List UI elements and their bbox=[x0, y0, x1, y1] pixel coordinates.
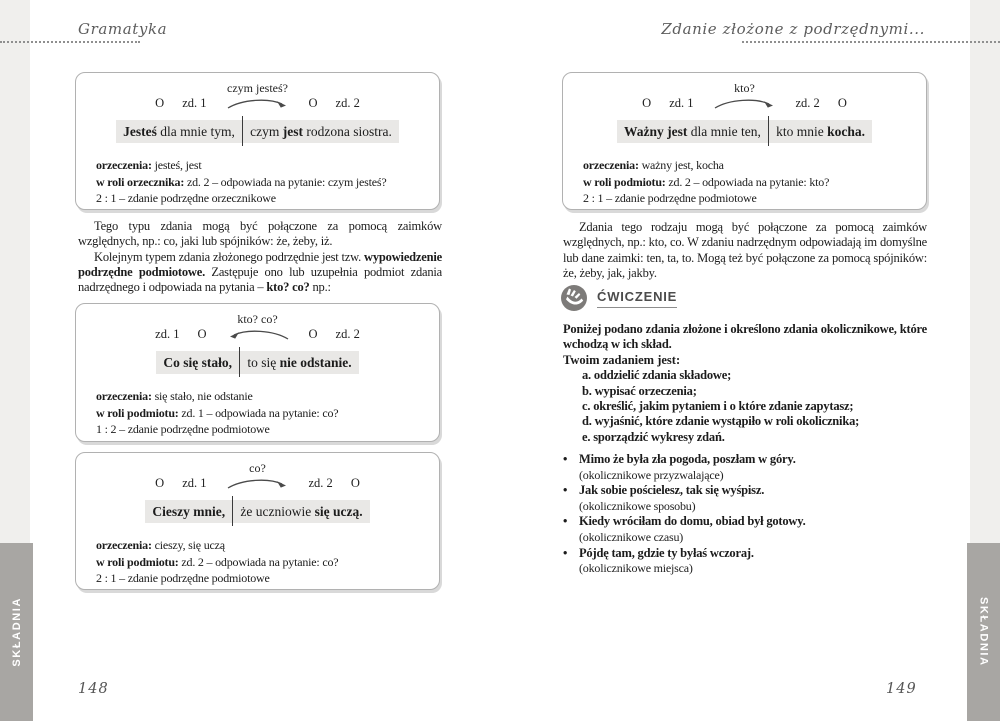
exercise-task-e: e. sporządzić wykresy zdań. bbox=[582, 429, 725, 444]
analysis-notes bbox=[86, 388, 429, 438]
sentence-analysis-box-4 bbox=[562, 72, 927, 210]
list-item bbox=[563, 483, 927, 514]
header-rule-right bbox=[742, 41, 1000, 43]
diagram-token: O bbox=[642, 96, 652, 110]
analysis-line: 2 : 1 – zdanie podrzędne podmiotowe bbox=[583, 191, 757, 205]
clause-2: to się nie odstanie. bbox=[240, 351, 358, 374]
example-sentence bbox=[573, 116, 916, 146]
diagram-token: zd. 2 bbox=[335, 96, 360, 110]
diagram-token: zd. 1 bbox=[669, 96, 694, 110]
analysis-line: w roli podmiotu: zd. 2 – odpowiada na pytanie: co? bbox=[96, 554, 339, 569]
sentence-diagram bbox=[86, 462, 429, 490]
item-note: (okolicznikowe przyzwalające) bbox=[579, 467, 724, 482]
diagram-token: zd. 1 bbox=[182, 476, 207, 490]
diagram-token: zd. 1 bbox=[182, 96, 207, 110]
curved-arrow-right-icon bbox=[712, 96, 778, 110]
analysis-line: 2 : 1 – zdanie podrzędne podmiotowe bbox=[96, 571, 270, 585]
exercise-task-label: Twoim zadaniem jest: bbox=[563, 352, 681, 367]
analysis-line: w roli podmiotu: zd. 2 – odpowiada na pytanie: kto? bbox=[583, 174, 830, 189]
example-list bbox=[563, 452, 927, 577]
curved-arrow-left-icon bbox=[225, 327, 291, 341]
sentence-analysis-box-3 bbox=[75, 452, 440, 590]
diagram-token: O bbox=[350, 476, 360, 490]
sentence-analysis-box-2 bbox=[75, 303, 440, 442]
bullet-icon: • bbox=[563, 483, 568, 498]
page-number-left: 148 bbox=[78, 681, 109, 697]
list-item bbox=[563, 514, 927, 545]
bullet-icon: • bbox=[563, 452, 568, 466]
sentence-diagram bbox=[86, 313, 429, 341]
page-number-right: 149 bbox=[886, 681, 917, 697]
exercise-body bbox=[563, 322, 927, 445]
diagram-token: zd. 2 bbox=[795, 96, 820, 110]
diagram-question: kto? co? bbox=[237, 312, 278, 326]
diagram-token: O bbox=[197, 327, 207, 341]
diagram-token: O bbox=[308, 96, 318, 110]
exercise-title: ĆWICZENIE bbox=[597, 289, 677, 308]
header-rule-left bbox=[0, 41, 140, 43]
body-text-right bbox=[563, 220, 927, 281]
item-note: (okolicznikowe czasu) bbox=[579, 529, 684, 544]
bullet-icon: • bbox=[563, 514, 568, 529]
running-head-right: Zdanie złożone z podrzędnymi... bbox=[661, 20, 925, 38]
analysis-line: 1 : 2 – zdanie podrzędne podmiotowe bbox=[96, 422, 270, 436]
bullet-icon: • bbox=[563, 545, 568, 560]
clause-1: Ważny jest dla mnie ten, bbox=[617, 120, 768, 143]
list-item bbox=[563, 452, 927, 483]
sentence-diagram bbox=[573, 82, 916, 110]
item-note: (okolicznikowe miejsca) bbox=[579, 561, 693, 576]
example-sentence bbox=[86, 496, 429, 526]
analysis-notes bbox=[86, 157, 429, 207]
curved-arrow-right-icon bbox=[225, 96, 291, 110]
diagram-token: O bbox=[155, 96, 165, 110]
item-sentence: Kiedy wróciłam do domu, obiad był gotowy. bbox=[579, 514, 806, 529]
analysis-line: 2 : 1 – zdanie podrzędne orzecznikowe bbox=[96, 191, 276, 205]
diagram-question: kto? bbox=[734, 81, 755, 95]
analysis-line: orzeczenia: ważny jest, kocha bbox=[583, 158, 724, 172]
diagram-token: O bbox=[308, 327, 318, 341]
curved-arrow-right-icon bbox=[225, 476, 291, 490]
sentence-analysis-box-1 bbox=[75, 72, 440, 210]
list-item bbox=[563, 546, 927, 577]
clause-1: Cieszy mnie, bbox=[145, 500, 232, 523]
item-note: (okolicznikowe sposobu) bbox=[579, 498, 696, 513]
exercise-task-d: d. wyjaśnić, które zdanie wystąpiło w roli okolicznika; bbox=[582, 414, 860, 429]
diagram-question: czym jesteś? bbox=[227, 81, 288, 95]
paragraph: Kolejnym typem zdania złożonego podrzędnie jest tzw. wypowiedzenie podrzędne podmiotowe. Zastępuje ono lub uzupełnia podmiot zdania nadrzędnego i odpowiada na pytania – kto? co? np.: bbox=[78, 249, 443, 295]
paragraph: Tego typu zdania mogą być połączone za pomocą zaimków względnych, np.: co, jaki lub spójników: że, żeby, iż. bbox=[78, 219, 442, 249]
diagram-token: zd. 2 bbox=[308, 476, 333, 490]
analysis-notes bbox=[573, 157, 916, 207]
diagram-question: co? bbox=[249, 461, 266, 475]
clause-1: Co się stało, bbox=[156, 351, 239, 374]
clause-2: czym jest rodzona siostra. bbox=[243, 120, 399, 143]
analysis-line: w roli podmiotu: zd. 1 – odpowiada na pytanie: co? bbox=[96, 405, 339, 420]
writing-hand-icon bbox=[560, 284, 588, 312]
clause-2: kto mnie kocha. bbox=[769, 120, 872, 143]
example-sentence bbox=[86, 116, 429, 146]
item-sentence: Mimo że była zła pogoda, poszłam w góry. bbox=[579, 452, 796, 466]
analysis-line: orzeczenia: się stało, nie odstanie bbox=[96, 389, 253, 403]
clause-2: że uczniowie się uczą. bbox=[233, 500, 369, 523]
body-text-left bbox=[78, 219, 442, 295]
diagram-token: O bbox=[837, 96, 847, 110]
analysis-line: orzeczenia: cieszy, się uczą bbox=[96, 538, 225, 552]
section-tab-right-label: SKŁADNIA bbox=[977, 597, 990, 667]
diagram-token: zd. 2 bbox=[335, 327, 360, 341]
diagram-token: zd. 1 bbox=[155, 327, 180, 341]
item-sentence: Jak sobie pościelesz, tak się wyśpisz. bbox=[579, 483, 765, 498]
exercise-task-c: c. określić, jakim pytaniem i o które zdanie zapytasz; bbox=[582, 399, 854, 414]
exercise-intro: Poniżej podano zdania złożone i określono zdania okolicznikowe, które wchodzą w ich skład. bbox=[563, 322, 927, 352]
diagram-token: O bbox=[155, 476, 165, 490]
exercise-heading bbox=[560, 284, 677, 312]
sentence-diagram bbox=[86, 82, 429, 110]
analysis-line: w roli orzecznika: zd. 2 – odpowiada na pytanie: czym jesteś? bbox=[96, 174, 387, 189]
clause-1: Jesteś dla mnie tym, bbox=[116, 120, 242, 143]
paragraph: Zdania tego rodzaju mogą być połączone za pomocą zaimków względnych, np.: kto, co. W zdaniu nadrzędnym odpowiadają im domyślne lub dane zaimki: ten, ta, to. Mogą też być połączone za pomocą spójników: że, żeby, jak, jakby. bbox=[563, 220, 927, 280]
analysis-notes bbox=[86, 537, 429, 587]
exercise-task-a: a. oddzielić zdania składowe; bbox=[582, 368, 732, 383]
section-tab-left-label: SKŁADNIA bbox=[10, 597, 23, 667]
analysis-line: orzeczenia: jesteś, jest bbox=[96, 158, 202, 172]
exercise-task-b: b. wypisać orzeczenia; bbox=[582, 383, 697, 398]
example-sentence bbox=[86, 347, 429, 377]
section-tab-right bbox=[967, 543, 1000, 721]
running-head-left: Gramatyka bbox=[78, 20, 168, 38]
section-tab-left bbox=[0, 543, 33, 721]
item-sentence: Pójdę tam, gdzie ty byłaś wczoraj. bbox=[579, 545, 754, 560]
